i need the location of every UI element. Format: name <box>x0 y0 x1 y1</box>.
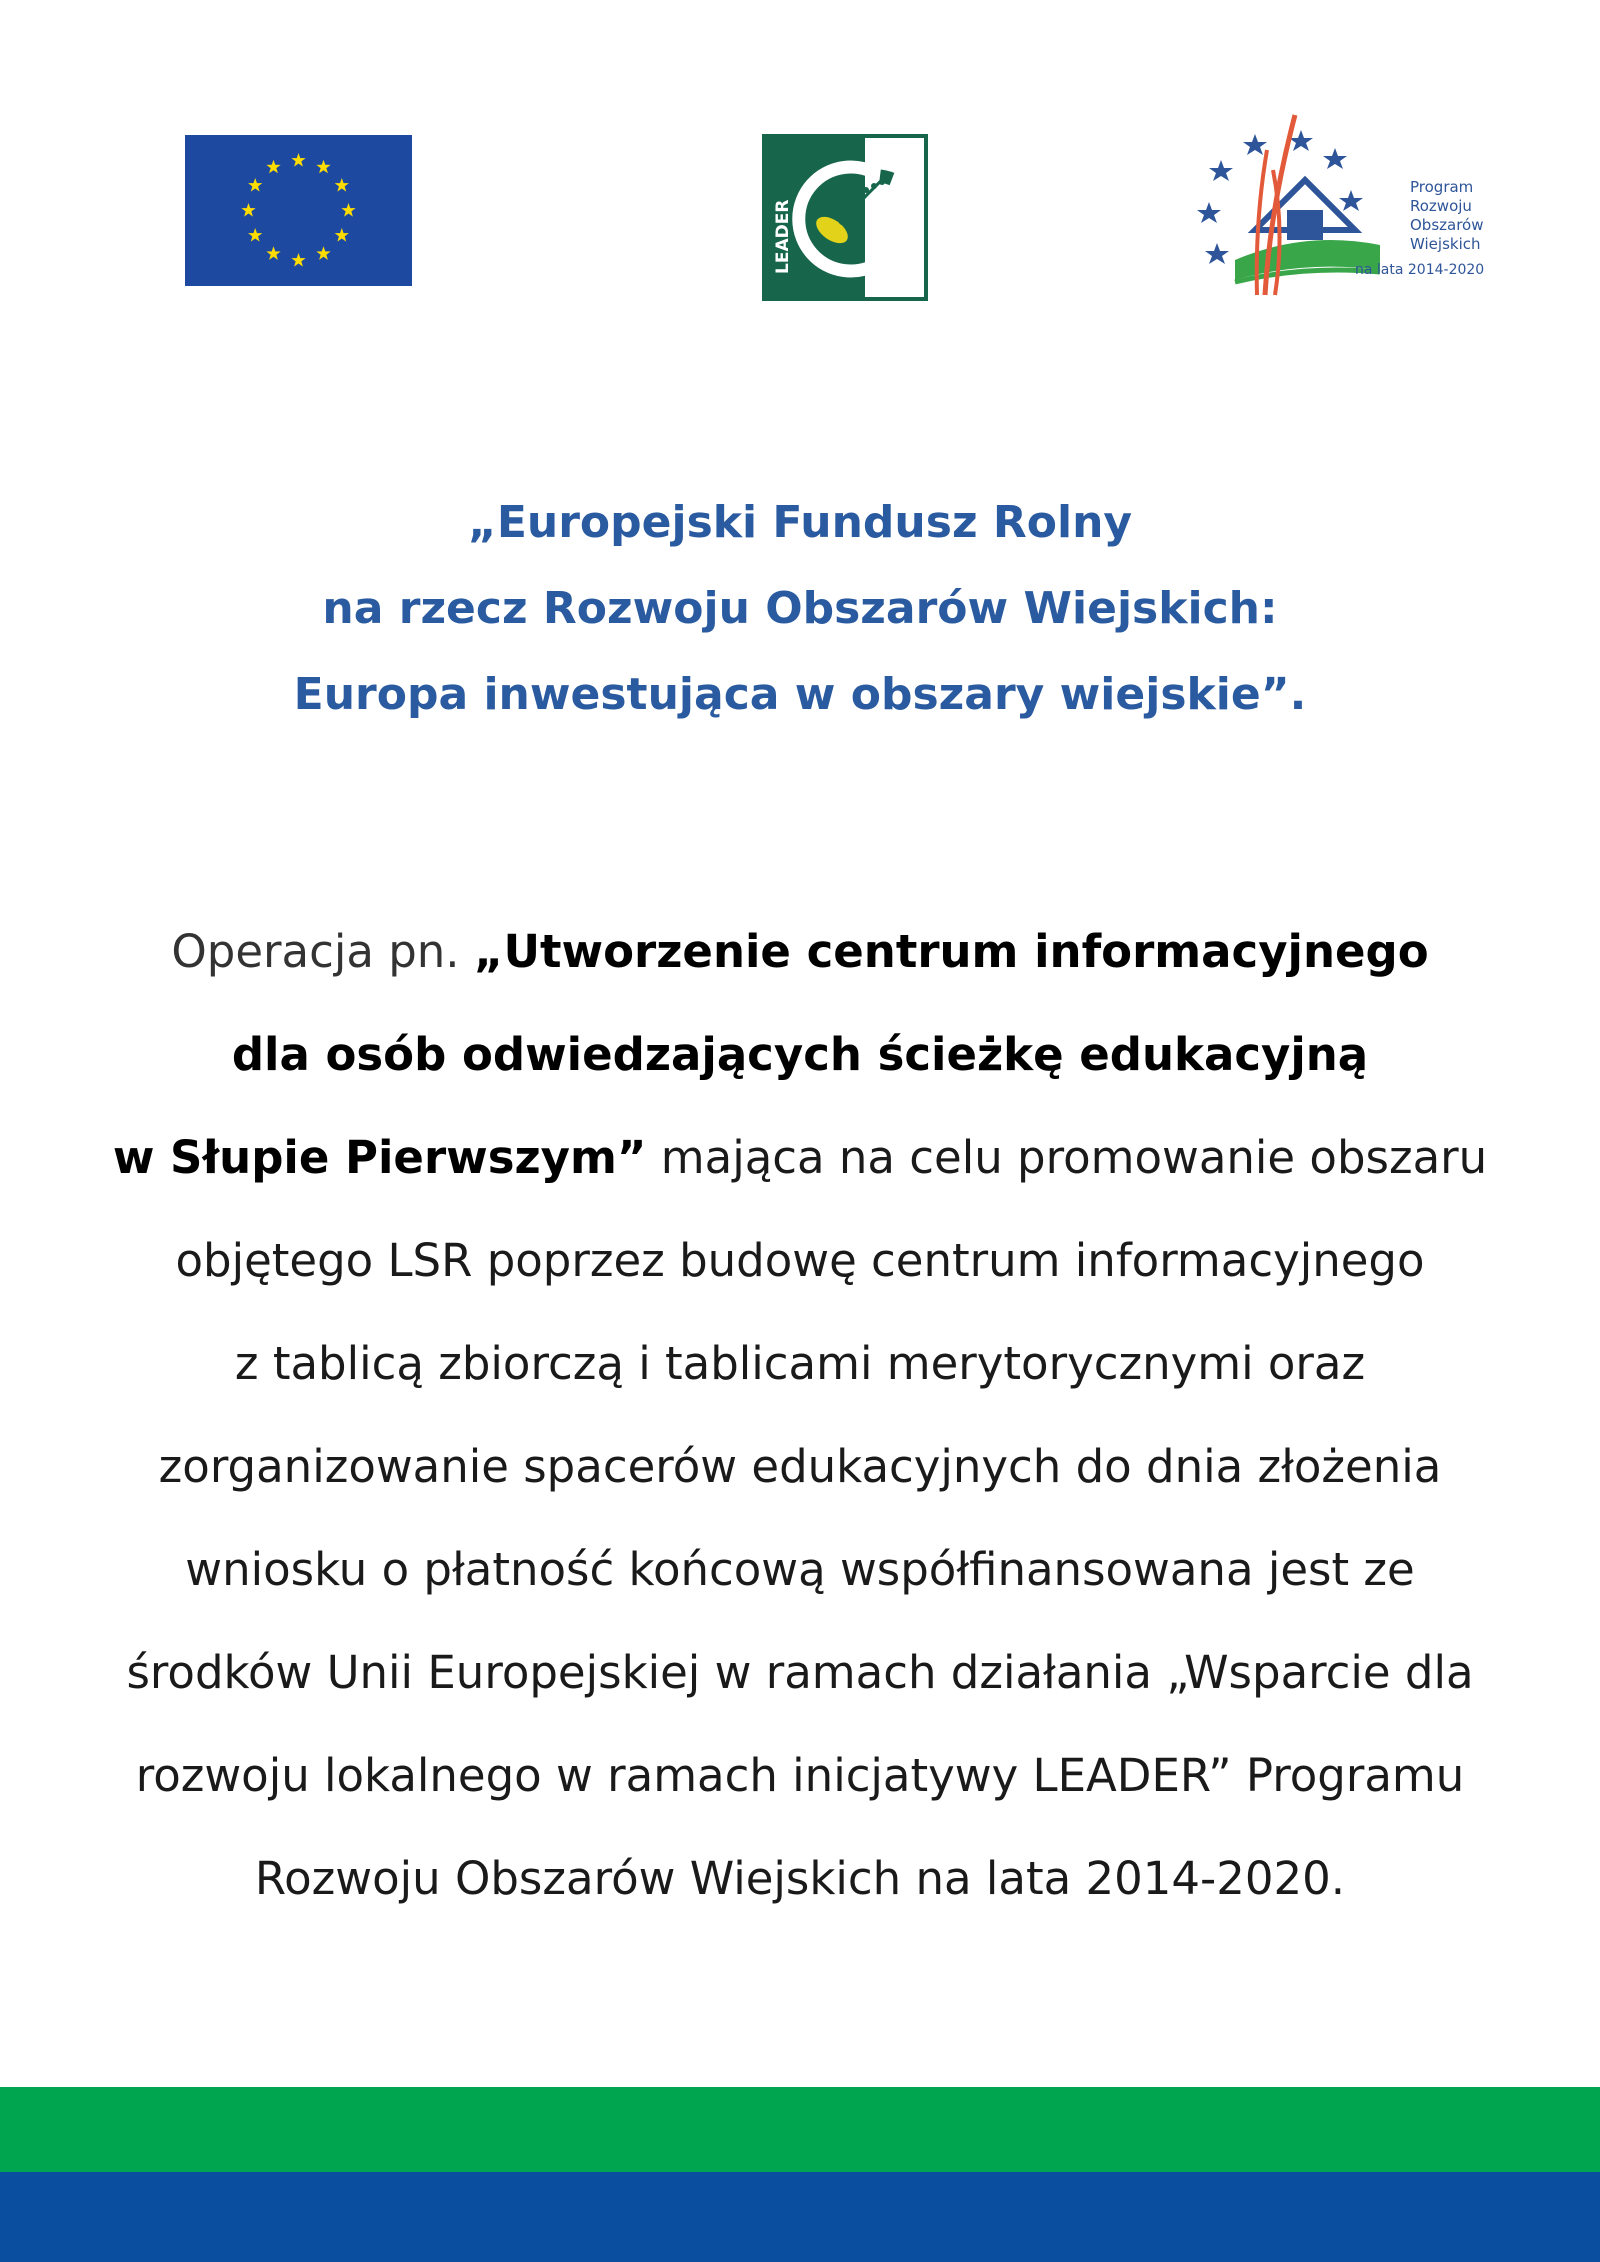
eu-star-icon <box>335 228 349 242</box>
fund-title-line-3: Europa inwestująca w obszary wiejskie”. <box>293 669 1307 720</box>
prow-line-1: Program <box>1410 178 1474 196</box>
operation-line-2: dla osób odwiedzających ścieżkę edukacyjną <box>231 1028 1369 1081</box>
fund-title <box>0 480 1600 738</box>
eu-star-icon <box>241 203 255 217</box>
eu-star-icon <box>316 246 330 260</box>
operation-description <box>0 900 1600 1930</box>
footer-green-band <box>0 2087 1600 2172</box>
prow-line-3: Obszarów <box>1410 216 1484 234</box>
operation-line-6: zorganizowanie spacerów edukacyjnych do dnia złożenia <box>158 1440 1442 1493</box>
prow-years: na lata 2014-2020 <box>1355 262 1485 278</box>
eu-star-icon <box>335 178 349 192</box>
prow-line-2: Rozwoju <box>1410 197 1472 215</box>
operation-line-9: rozwoju lokalnego w ramach inicjatywy LEADER” Programu <box>135 1749 1465 1802</box>
eu-star-icon <box>291 253 305 267</box>
operation-line-7: wniosku o płatność końcową współfinansowana jest ze <box>185 1543 1415 1596</box>
eu-star-icon <box>341 203 355 217</box>
operation-line-10: Rozwoju Obszarów Wiejskich na lata 2014-2020. <box>254 1852 1346 1905</box>
footer-blue-band <box>0 2172 1600 2262</box>
fund-title-line-2: na rzecz Rozwoju Obszarów Wiejskich: <box>322 583 1278 634</box>
prow-logo-icon <box>1195 110 1495 300</box>
eu-star-icon <box>291 153 305 167</box>
eu-stars <box>185 135 412 286</box>
prow-line-4: Wiejskich <box>1410 235 1481 253</box>
eu-star-icon <box>266 246 280 260</box>
operation-line-5: z tablicą zbiorczą i tablicami merytorycznymi oraz <box>234 1337 1366 1390</box>
eu-flag-icon <box>185 135 412 286</box>
eu-star-icon <box>266 160 280 174</box>
leader-label: LEADER <box>773 199 793 274</box>
eu-star-icon <box>248 228 262 242</box>
eu-star-icon <box>248 178 262 192</box>
operation-line-1: Operacja pn. „Utworzenie centrum informacyjnego <box>171 925 1429 978</box>
fund-title-line-1: „Europejski Fundusz Rolny <box>467 497 1133 548</box>
operation-line-8: środków Unii Europejskiej w ramach działania „Wsparcie dla <box>126 1646 1474 1699</box>
leader-logo-icon <box>762 134 928 301</box>
operation-line-3: w Słupie Pierwszym” mająca na celu promowanie obszaru <box>112 1131 1488 1184</box>
operation-line-4: objętego LSR poprzez budowę centrum informacyjnego <box>175 1234 1425 1287</box>
eu-star-icon <box>316 160 330 174</box>
